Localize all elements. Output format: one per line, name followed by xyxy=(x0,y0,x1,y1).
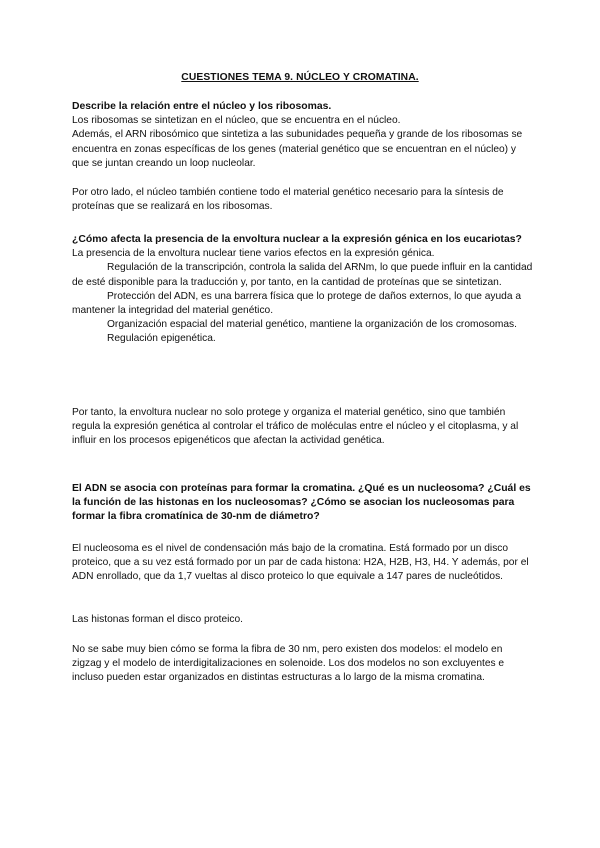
section1-paragraph2: Además, el ARN ribosómico que sintetiza a las subunidades pequeña y grande de los ribosomas se encuentra en zonas específicas de los genes (material genético que se encuentran en el núcleo) y que se juntan creando un loop nucleolar. xyxy=(72,129,523,169)
section2-item-epigenetic: Regulación epigenética. xyxy=(107,333,216,345)
section2-intro: La presencia de la envoltura nuclear tiene varios efectos en la expresión génica. xyxy=(72,248,435,260)
section3-paragraph2-block xyxy=(72,613,534,627)
section-chromatin xyxy=(72,482,534,525)
page-title: CUESTIONES TEMA 9. NÚCLEO Y CROMATINA. xyxy=(181,72,419,83)
section3-paragraph1: El nucleosoma es el nivel de condensación más bajo de la cromatina. Está formado por un disco proteico, que a su vez está formado por un par de cada histona: H2A, H2B, H3, H4. Y además, por el ADN enrollado, que da 1,7 vueltas al disco proteico lo que equivale a 147 pares de nucleótidos. xyxy=(72,543,529,583)
section1-heading: Describe la relación entre el núcleo y los ribosomas. xyxy=(72,101,332,112)
section-nucleus-ribosomes xyxy=(72,100,534,171)
section2-heading: ¿Cómo afecta la presencia de la envoltura nuclear a la expresión génica en los eucariotas? xyxy=(72,234,522,245)
section2-conclusion-block xyxy=(72,406,534,449)
section1-paragraph1: Los ribosomas se sintetizan en el núcleo, que se encuentra en el núcleo. xyxy=(72,115,401,127)
section1-paragraph3-block xyxy=(72,186,534,214)
section3-heading: El ADN se asocia con proteínas para formar la cromatina. ¿Qué es un nucleosoma? ¿Cuál es la función de las histonas en los nucleosomas? ¿Cómo se asocian los nucleosomas para formar la fibra cromatínica de 30-nm de diámetro? xyxy=(72,483,531,523)
section2-conclusion: Por tanto, la envoltura nuclear no solo protege y organiza el material genético, sino que también regula la expresión genética al controlar el tráfico de moléculas entre el núcleo y el citoplasma, y al influir en los procesos epigenéticos que afectan la actividad genética. xyxy=(72,407,519,447)
section2-item-transcription: Regulación de la transcripción, controla la salida del ARNm, lo que puede influir en la cantidad de esté disponible para la traducción y, por tanto, en la cantidad de proteínas que se sintetizan. xyxy=(72,262,533,288)
section-nuclear-envelope xyxy=(72,233,534,347)
section2-item-spatial-organization: Organización espacial del material genético, mantiene la organización de los cromosomas. xyxy=(107,319,517,331)
section1-paragraph3: Por otro lado, el núcleo también contiene todo el material genético necesario para la síntesis de proteínas que se realizará en los ribosomas. xyxy=(72,187,504,213)
section3-paragraph3-block xyxy=(72,643,534,686)
section3-paragraph1-block xyxy=(72,542,534,585)
section3-paragraph2: Las histonas forman el disco proteico. xyxy=(72,614,244,625)
section3-paragraph3: No se sabe muy bien cómo se forma la fibra de 30 nm, pero existen dos modelos: el modelo en zigzag y el modelo de interdigitalizaciones en solenoide. Los dos modelos no son excluyentes e incluso pueden estar organizados en distintas estructuras a lo largo de la misma cromatina. xyxy=(72,644,505,684)
section2-item-dna-protection: Protección del ADN, es una barrera física que lo protege de daños externos, lo que ayuda a mantener la integridad del material genético. xyxy=(72,290,521,317)
